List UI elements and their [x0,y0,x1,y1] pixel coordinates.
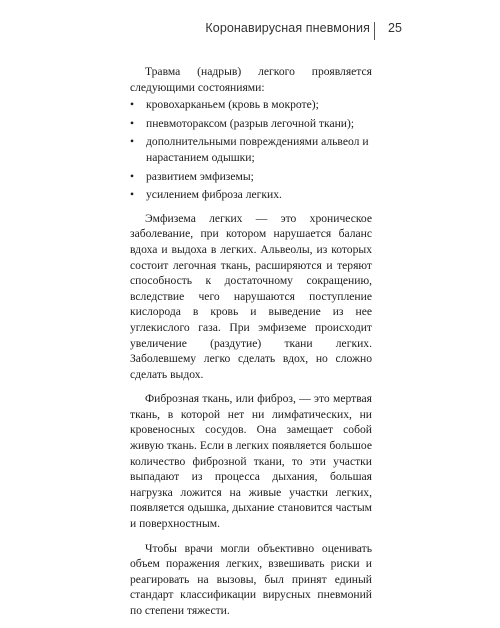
list-item-text: пневмотораксом (разрыв легочной ткани); [146,116,355,130]
bullet-icon: • [130,135,135,149]
header-divider [374,22,375,40]
symptom-list [130,97,372,203]
list-item [130,134,372,165]
list-item [130,97,372,113]
list-item-text: усилением фиброза легких. [146,188,282,202]
page-body [130,64,372,628]
list-item [130,116,372,132]
list-item-text: дополнительными повреждениями альвеол и нарастанием одышки; [146,135,369,164]
bullet-icon: • [130,188,135,202]
list-item-text: кровохарканьем (кровь в мокроте); [146,98,319,112]
emphysema-paragraph: Эмфизема легких — это хроническое заболевание, при котором нарушается баланс вдоха и выдоха в легких. Альвеолы, из которых состоит легочная ткань, расширяются и теряют способность к достаточному сокращению, вследствие чего нарушаются поступление кислорода в кровь и выведение из нее углекислого газа. При эмфиземе происходит увеличение (раздутие) ткани легких. Заболевшему легко сделать вдох, но сложно сделать выдох. [130,211,372,381]
classification-paragraph: Чтобы врачи могли объективно оценивать объем поражения легких, взвешивать риски и реагировать на вызовы, был принят единый стандарт классификации вирусных пневмоний по степени тяжести. [130,541,372,617]
bullet-icon: • [130,116,135,130]
list-item-text: развитием эмфиземы; [146,169,254,183]
list-item [130,187,372,203]
intro-paragraph: Травма (надрыв) легкого проявляется следующими состояниями: [130,65,372,94]
page-number: 25 [388,21,402,35]
running-header-title: Коронавирусная пневмония [205,21,370,35]
list-item [130,169,372,185]
bullet-icon: • [130,169,135,183]
bullet-icon: • [130,98,135,112]
fibrosis-paragraph: Фиброзная ткань, или фиброз, — это мертвая ткань, в которой нет ни лимфатических, ни кровеносных сосудов. Она замещает собой живую ткань. Если в легких появляется большое количество фиброзной ткани, то эти участки выпадают из процесса дыхания, большая нагрузка ложится на живые участки легких, появляется одышка, дыхание становится частым и поверхностным. [130,392,372,531]
